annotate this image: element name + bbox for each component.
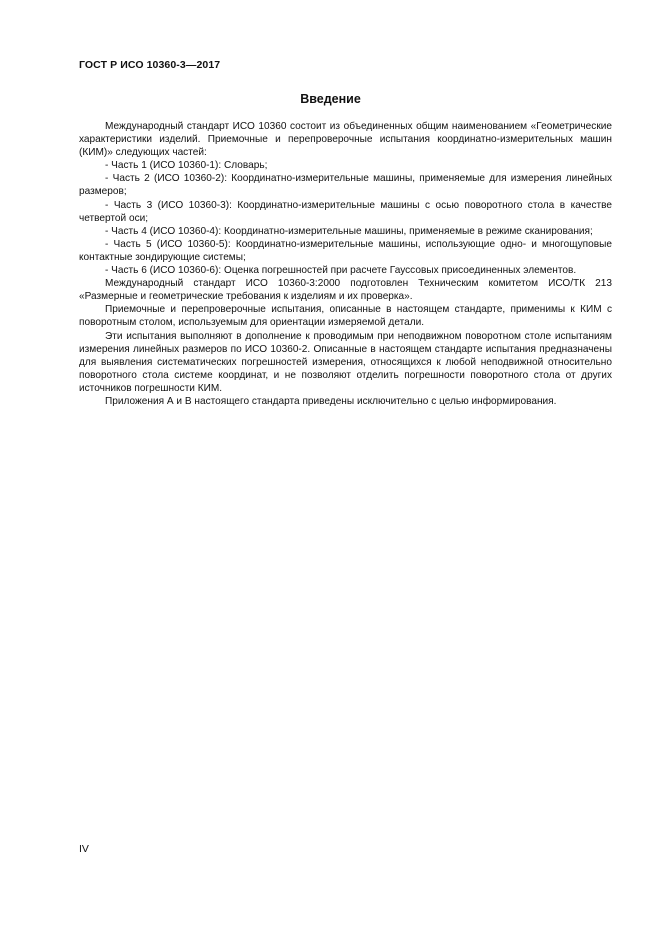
list-item-part-6: - Часть 6 (ИСО 10360-6): Оценка погрешностей при расчете Гауссовых присоединенных элементов.	[105, 265, 577, 277]
list-item-part-4: - Часть 4 (ИСО 10360-4): Координатно-измерительные машины, применяемые в режиме сканирования;	[105, 225, 593, 237]
section-title: Введение	[300, 92, 361, 106]
list-item-part-1: - Часть 1 (ИСО 10360-1): Словарь;	[105, 160, 268, 172]
paragraph-annexes: Приложения А и В настоящего стандарта приведены исключительно с целью информирования.	[105, 395, 557, 407]
paragraph-intro: Международный стандарт ИСО 10360 состоит из объединенных общим наименованием «Геометрические характеристики изделий. Приемочные и перепроверочные испытания координатно-измерительных машин (КИМ)» следующих частей:	[79, 121, 612, 159]
paragraph-applicability: Приемочные и перепроверочные испытания, описанные в настоящем стандарте, применимы к КИМ с поворотным столом, используемым для ориентации измеряемой детали.	[79, 304, 612, 329]
page-number: IV	[79, 843, 89, 855]
introduction-body	[79, 120, 612, 408]
list-item-part-3: - Часть 3 (ИСО 10360-3): Координатно-измерительные машины с осью поворотного стола в качестве четвертой оси;	[79, 199, 612, 224]
paragraph-tests: Эти испытания выполняют в дополнение к проводимым при неподвижном поворотном столе испытаниям измерения линейных размеров по ИСО 10360-2. Описанные в настоящем стандарте испытания предназначены для выявления систематических погрешностей измерения, относящихся к любой неподвижной относительно поворотного стола системе координат, и не позволяют отделить погрешности поворотного стола от других источников погрешности КИМ.	[79, 330, 612, 394]
list-item-part-5: - Часть 5 (ИСО 10360-5): Координатно-измерительные машины, использующие одно- и многощуповые контактные зондирующие системы;	[79, 238, 612, 263]
list-item-part-2: - Часть 2 (ИСО 10360-2): Координатно-измерительные машины, применяемые для измерения линейных размеров;	[79, 173, 612, 198]
document-code-header: ГОСТ Р ИСО 10360-3—2017	[79, 59, 221, 71]
paragraph-committee: Международный стандарт ИСО 10360-3:2000 подготовлен Техническим комитетом ИСО/ТК 213 «Размерные и геометрические требования к изделиям и их проверка».	[79, 278, 612, 303]
